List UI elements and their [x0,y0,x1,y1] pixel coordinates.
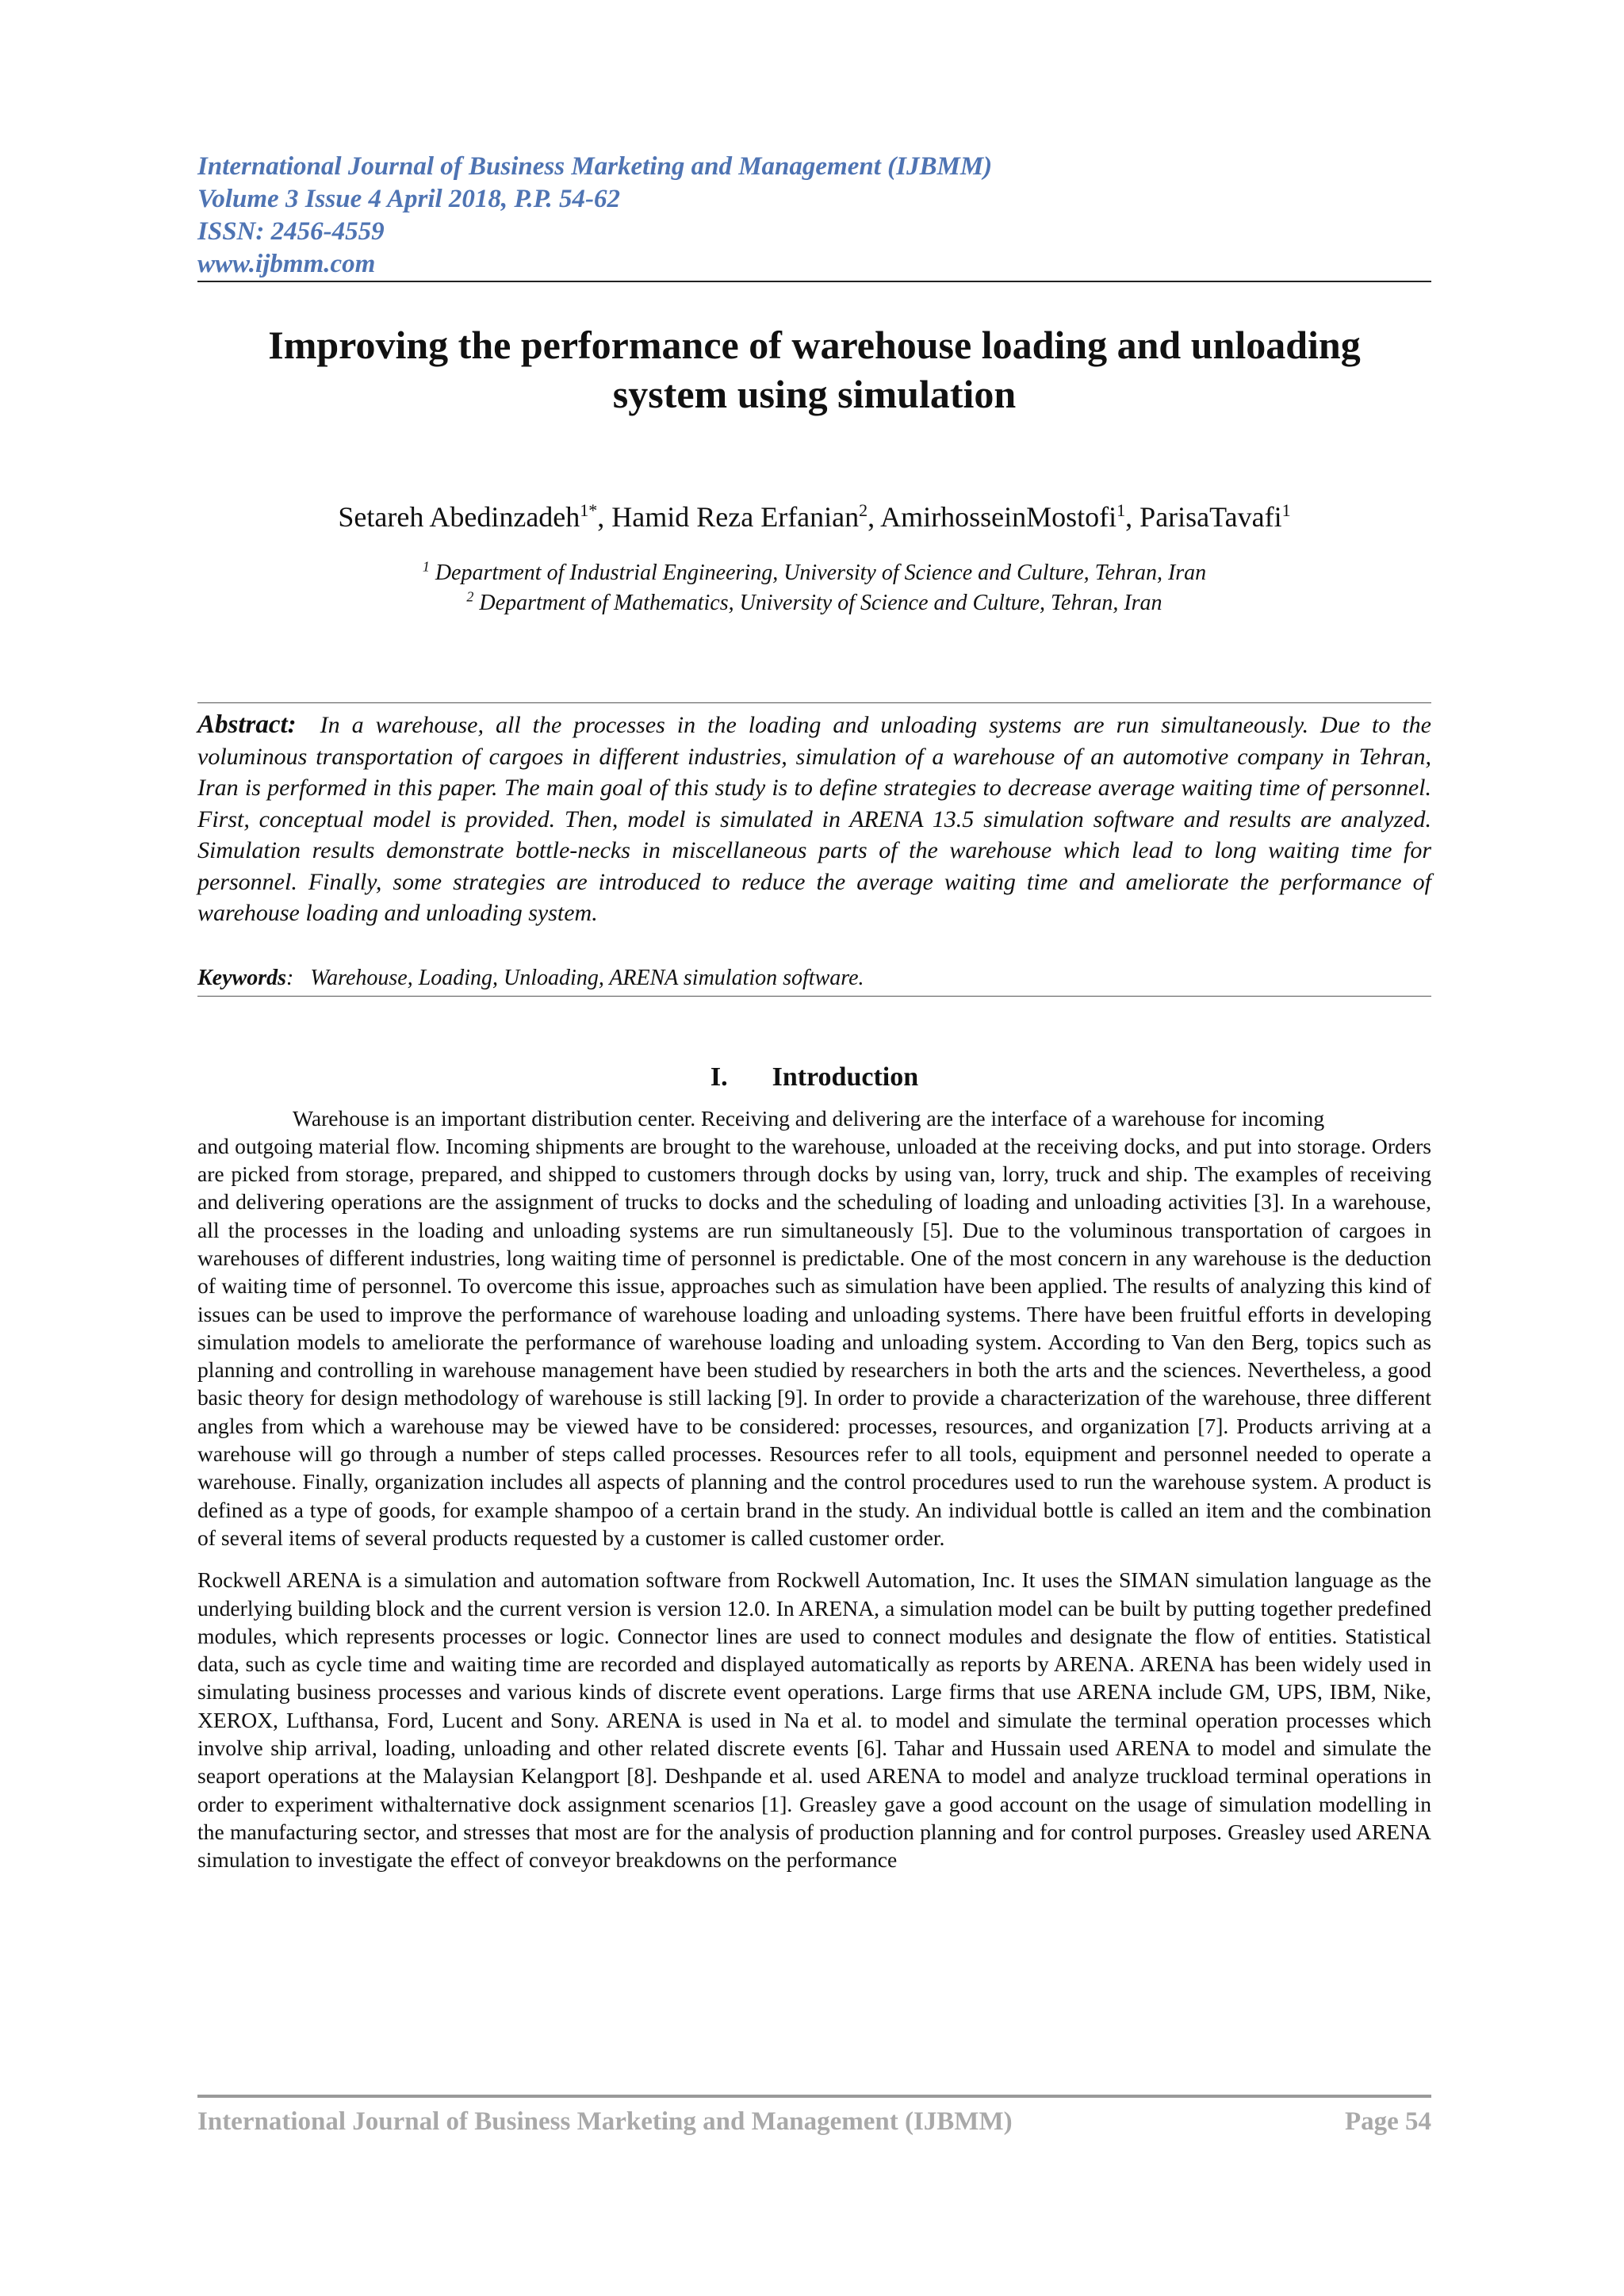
journal-issn: ISSN: 2456-4559 [197,217,385,246]
affiliation-mark: 2 [466,588,474,605]
author-name: Hamid Reza Erfanian [611,501,860,533]
abstract-label: Abstract: [197,710,297,739]
abstract-paragraph [197,710,1431,929]
journal-name: International Journal of Business Marketing and Management (IJBMM) [197,152,993,181]
body-paragraph-1 [197,1104,1431,1552]
footer-journal-name: International Journal of Business Marketing and Management (IJBMM) [197,2107,1013,2136]
author-name: ParisaTavafi [1139,501,1282,533]
affiliation-mark: 1 [422,558,430,575]
author-affiliation-mark: 1 [1116,500,1126,520]
author-affiliation-mark: 2 [859,500,868,520]
affiliations [197,558,1431,618]
section-heading [197,1060,1431,1095]
title-line-1: Improving the performance of warehouse loading and unloading [268,323,1361,367]
section-number: I. [710,1062,728,1092]
paper-title [197,320,1431,419]
journal-header [197,151,1431,281]
affiliation-item [197,588,1431,618]
abstract-block [197,702,1431,929]
title-line-2: system using simulation [612,372,1017,416]
body-text [197,1104,1431,1874]
author-list: Setareh Abedinzadeh$^{1*}$, Hamid Reza Erfanian$^2$, AmirhosseinMostofi$^1$, ParisaTavafi$^1$ [338,500,1291,533]
affiliation-item [197,558,1431,588]
section-title: Introduction [772,1062,919,1092]
page-number: Page 54 [1344,2107,1431,2136]
journal-website[interactable]: www.ijbmm.com [197,250,376,278]
header-rule [197,281,1431,282]
affiliation-text: Department of Mathematics, University of Science and Culture, Tehran, Iran [479,591,1162,615]
keywords-block: Keywords: Warehouse, Loading, Unloading, ARENA simulation software. [197,964,1431,997]
body-paragraph-2: Rockwell ARENA is a simulation and automation software from Rockwell Automation, Inc. It uses the SIMAN simulation language as the underlying building block and the current version is version 12.0. In ARENA, a simulation model can be built by putting together predefined modules, which represents processes or logic. Connector lines are used to connect modules and designate the flow of entities. Statistical data, such as cycle time and waiting time are recorded and displayed automatically as reports by ARENA. ARENA has been widely used in simulating business processes and various kinds of discrete event operations. Large firms that use ARENA include GM, UPS, IBM, Nike, XEROX, Lufthansa, Ford, Lucent and Sony. ARENA is used in Na et al. to model and simulate the terminal operation processes which involve ship arrival, loading, unloading and other related discrete events [6]. Tahar and Hussain used ARENA to model and simulate the seaport operations at the Malaysian Kelangport [8]. Deshpande et al. used ARENA to model and analyze truckload terminal operations in order to experiment withalternative dock assignment scenarios [1]. Greasley gave a good account on the usage of simulation modelling in the manufacturing sector, and stresses that most are for the analysis of production planning and for control purposes. Greasley used ARENA simulation to investigate the effect of conveyor breakdowns on the performance [197,1567,1431,1873]
keywords-text: Warehouse, Loading, Unloading, ARENA simulation software. [310,965,864,990]
paper-page [197,151,1431,1874]
paragraph-continuation: and outgoing material flow. Incoming shipments are brought to the warehouse, unloaded at the receiving docks, and put into storage. Orders are picked from storage, prepared, and shipped to customers through docks by using van, lorry, truck and ship. The examples of receiving and delivering operations are the assignment of trucks to docks and the scheduling of loading and unloading activities [3]. In a warehouse, all the processes in the loading and unloading systems are run simultaneously [5]. Due to the voluminous transportation of cargoes in warehouses of different industries, long waiting time of personnel is predictable. One of the most concern in any warehouse is the deduction of waiting time of personnel. To overcome this issue, approaches such as simulation have been applied. The results of analyzing this kind of issues can be used to improve the performance of warehouse loading and unloading systems. There have been fruitful efforts in developing simulation models to ameliorate the performance of warehouse loading and unloading system. According to Van den Berg, topics such as planning and controlling in warehouse management have been studied by researchers in both the arts and the sciences. Nevertheless, a good basic theory for design methodology of warehouse is still lacking [9]. In order to provide a characterization of the warehouse, three different angles from which a warehouse may be viewed have to be considered: processes, resources, and organization [7]. Products arriving at a warehouse will go through a number of steps called processes. Resources refer to all tools, equipment and personnel needed to operate a warehouse. Finally, organization includes all aspects of planning and the control procedures used to run the warehouse system. A product is defined as a type of goods, for example shampoo of a certain brand in the study. An individual bottle is called an item and the combination of several items of several products requested by a customer is called customer order. [197,1133,1431,1550]
abstract-text: In a warehouse, all the processes in the loading and unloading systems are run simultaneously. Due to the voluminous transportation of cargoes in different industries, simulation of a warehouse of an automotive company in Tehran, Iran is performed in this paper. The main goal of this study is to define strategies to decrease average waiting time of personnel. First, conceptual model is provided. Then, model is simulated in ARENA 13.5 simulation software and results are analyzed. Simulation results demonstrate bottle-necks in miscellaneous parts of the warehouse which lead to long waiting time for personnel. Finally, some strategies are introduced to reduce the average waiting time and ameliorate the performance of warehouse loading and unloading system. [197,712,1431,926]
author-affiliation-mark: 1 [1281,500,1291,520]
author-affiliation-mark: 1* [580,500,598,520]
paragraph-opening-line: Warehouse is an important distribution center. Receiving and delivering are the interface of a warehouse for incoming [293,1105,1325,1131]
journal-volume: Volume 3 Issue 4 April 2018, P.P. 54-62 [197,185,620,213]
author-name: Setareh Abedinzadeh [338,501,580,533]
affiliation-text: Department of Industrial Engineering, University of Science and Culture, Tehran, Iran [435,561,1207,585]
page-footer [197,2095,1431,2137]
keywords-label: Keywords [197,965,286,990]
author-name: AmirhosseinMostofi [880,501,1117,533]
